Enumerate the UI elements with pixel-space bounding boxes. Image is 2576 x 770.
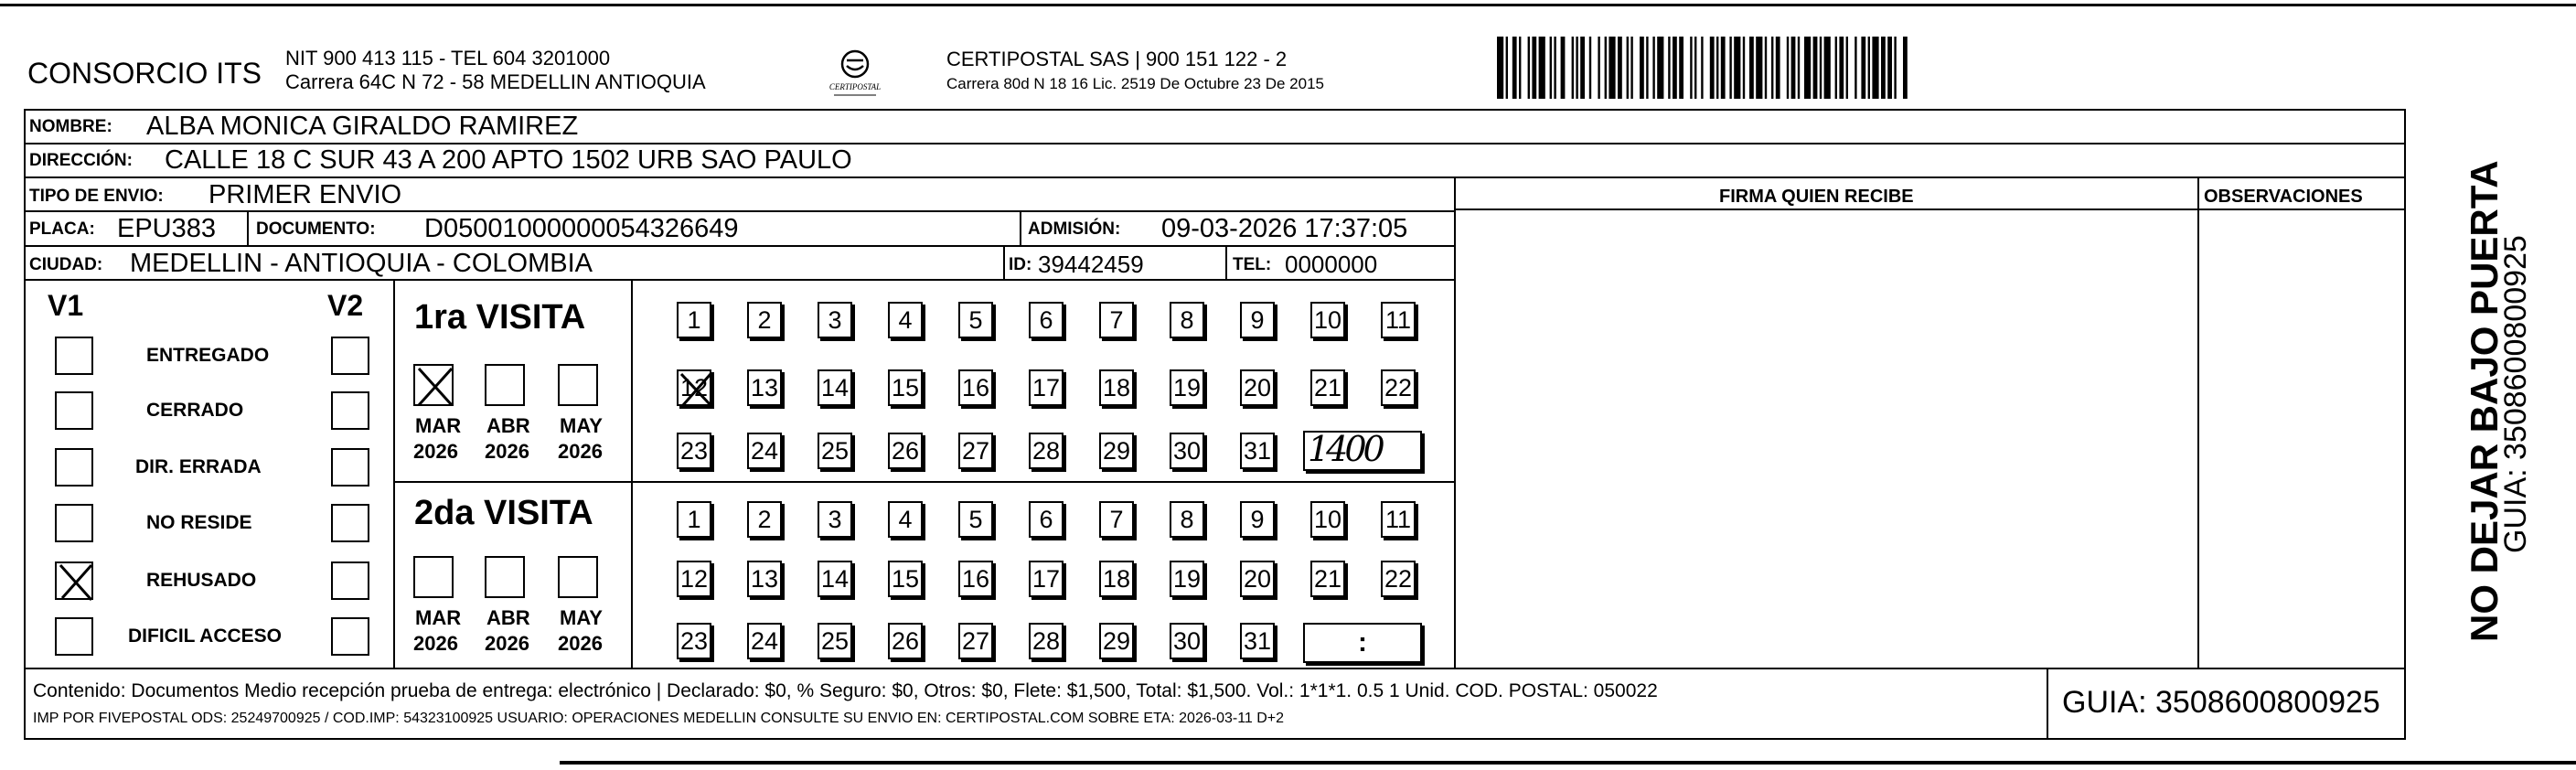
visit2-month-label: MAR bbox=[415, 606, 462, 629]
barcode-bar bbox=[1701, 37, 1703, 99]
name-label: NOMBRE: bbox=[29, 117, 112, 136]
city-label: CIUDAD: bbox=[29, 255, 103, 274]
observations-header: OBSERVACIONES bbox=[2204, 187, 2363, 207]
barcode-bar bbox=[1532, 37, 1536, 99]
barcode-bar bbox=[1646, 37, 1648, 99]
barcode-bar bbox=[1820, 37, 1822, 99]
barcode-bar bbox=[1743, 37, 1745, 99]
barcode-bar bbox=[1771, 37, 1773, 99]
barcode-bar bbox=[1894, 37, 1896, 99]
visit2-day-22[interactable] bbox=[1381, 561, 1416, 597]
barcode-bar bbox=[1804, 37, 1811, 99]
barcode-bar bbox=[1673, 37, 1677, 99]
company-line2: Carrera 64C N 72 - 58 MEDELLIN ANTIOQUIA bbox=[285, 70, 706, 93]
day-number: 8 bbox=[1180, 505, 1194, 533]
day-number: 24 bbox=[750, 436, 779, 465]
day-number: 28 bbox=[1031, 436, 1061, 465]
barcode-bar bbox=[1835, 37, 1837, 99]
visit1-month-checkbox[interactable] bbox=[413, 364, 454, 406]
barcode-bar bbox=[1861, 37, 1865, 99]
visit1-day-5[interactable] bbox=[958, 302, 993, 338]
barcode-bar bbox=[1729, 37, 1731, 99]
status-v1-checkbox[interactable] bbox=[55, 504, 93, 542]
visit1-year-label: 2026 bbox=[558, 440, 603, 463]
footer-line2: IMP POR FIVEPOSTAL ODS: 25249700925 / COD.IMP: 54323100925 USUARIO: OPERACIONES MEDELLIN CONSULTE SU ENVIO EN: CERTIPOSTAL.COM SOBRE ETA: 2026-03-11 D+2 bbox=[33, 711, 1285, 726]
visit1-month-label: MAR bbox=[415, 414, 462, 437]
barcode-bar bbox=[1721, 37, 1726, 99]
day-number: 15 bbox=[891, 564, 920, 593]
visit2-day-24[interactable] bbox=[747, 623, 782, 659]
barcode-bar bbox=[1609, 37, 1615, 99]
barcode-bar bbox=[1846, 37, 1848, 99]
barcode-bar bbox=[1749, 37, 1754, 99]
day-number: 3 bbox=[828, 505, 842, 533]
day-number: 29 bbox=[1102, 626, 1131, 655]
visit1-day-19[interactable] bbox=[1170, 369, 1204, 406]
day-number: 4 bbox=[898, 505, 913, 533]
visit2-month-label: ABR bbox=[486, 606, 530, 629]
status-v1-checkbox[interactable] bbox=[55, 561, 93, 600]
day-number: 25 bbox=[820, 626, 850, 655]
barcode-bar bbox=[1872, 37, 1878, 99]
barcode-bar bbox=[1903, 37, 1908, 99]
status-label: DIFICIL ACCESO bbox=[128, 626, 283, 647]
tel-label: TEL: bbox=[1233, 255, 1272, 274]
visit2-day-8[interactable] bbox=[1170, 501, 1204, 538]
tel-value: 0000000 bbox=[1285, 251, 1378, 278]
barcode-bar bbox=[1776, 37, 1780, 99]
barcode-bar bbox=[1765, 37, 1767, 99]
barcode-bar bbox=[1855, 37, 1856, 99]
visit2-year-label: 2026 bbox=[558, 632, 603, 655]
visit1-month-checkbox[interactable] bbox=[558, 364, 598, 406]
barcode-bar bbox=[1561, 37, 1566, 99]
visit2-day-30[interactable] bbox=[1170, 623, 1204, 659]
top-rule bbox=[0, 4, 2576, 6]
address-label: DIRECCIÓN: bbox=[29, 151, 133, 170]
visit1-day-20[interactable] bbox=[1240, 369, 1275, 406]
side-warning: NO DEJAR BAJO PUERTA bbox=[2463, 160, 2506, 642]
day-number: 27 bbox=[961, 626, 990, 655]
company-name: CONSORCIO ITS bbox=[27, 57, 262, 90]
visit2-day-13[interactable] bbox=[747, 561, 782, 597]
footer-guide: GUIA: 3508600800925 bbox=[2062, 685, 2380, 720]
day-number: 22 bbox=[1384, 564, 1413, 593]
id-value: 39442459 bbox=[1038, 251, 1144, 278]
recipient-name: ALBA MONICA GIRALDO RAMIREZ bbox=[146, 112, 579, 141]
day-number: 1 bbox=[687, 505, 701, 533]
plate-value: EPU383 bbox=[117, 214, 217, 243]
visit1-day-31[interactable] bbox=[1240, 433, 1275, 469]
visit1-day-28[interactable] bbox=[1029, 433, 1064, 469]
barcode-bar bbox=[1506, 37, 1508, 99]
day-number: 23 bbox=[679, 626, 709, 655]
day-number: 18 bbox=[1102, 373, 1131, 401]
day-number: 27 bbox=[961, 436, 990, 465]
visit1-day-15[interactable] bbox=[888, 369, 923, 406]
status-label: CERRADO bbox=[146, 400, 244, 421]
visit1-day-12[interactable] bbox=[677, 369, 711, 406]
day-number: 8 bbox=[1180, 305, 1194, 334]
barcode-bar bbox=[1881, 37, 1886, 99]
barcode-bar bbox=[1690, 37, 1692, 99]
visit1-day-10[interactable] bbox=[1310, 302, 1345, 338]
visit2-time-box: : bbox=[1303, 623, 1422, 663]
visit2-day-29[interactable] bbox=[1099, 623, 1134, 659]
visit2-day-12[interactable] bbox=[677, 561, 711, 597]
visit1-time-handwritten: 1400 bbox=[1308, 429, 1382, 469]
day-number: 17 bbox=[1031, 564, 1061, 593]
day-number: 30 bbox=[1172, 626, 1202, 655]
barcode-bar bbox=[1652, 37, 1654, 99]
signature-header: FIRMA QUIEN RECIBE bbox=[1719, 187, 1914, 207]
logo-wordmark: CERTIPOSTAL bbox=[828, 82, 882, 91]
day-number: 9 bbox=[1250, 305, 1265, 334]
visit1-year-label: 2026 bbox=[413, 440, 458, 463]
visit1-day-4[interactable] bbox=[888, 302, 923, 338]
recipient-address: CALLE 18 C SUR 43 A 200 APTO 1502 URB SAO PAULO bbox=[165, 145, 852, 175]
day-number: 12 bbox=[679, 564, 709, 593]
barcode-bar bbox=[1839, 37, 1844, 99]
status-label: ENTREGADO bbox=[146, 345, 270, 366]
visit2-title: 2da VISITA bbox=[414, 494, 593, 532]
visit2-day-16[interactable] bbox=[958, 561, 993, 597]
company-line1: NIT 900 413 115 - TEL 604 3201000 bbox=[285, 47, 611, 70]
visit1-day-8[interactable] bbox=[1170, 302, 1204, 338]
barcode-bar bbox=[1572, 37, 1574, 99]
v2-label: V2 bbox=[327, 289, 364, 322]
barcode-bar bbox=[1791, 37, 1796, 99]
status-label: DIR. ERRADA bbox=[135, 456, 262, 477]
side-guide: GUIA: 3508600800925 bbox=[2498, 235, 2533, 553]
day-number: 26 bbox=[891, 436, 920, 465]
barcode-bar bbox=[1868, 37, 1870, 99]
day-number: 6 bbox=[1039, 305, 1053, 334]
day-number: 10 bbox=[1313, 505, 1342, 533]
visit1-day-11[interactable] bbox=[1381, 302, 1416, 338]
visit1-day-16[interactable] bbox=[958, 369, 993, 406]
barcode-bar bbox=[1813, 37, 1818, 99]
courier-line2: Carrera 80d N 18 16 Lic. 2519 De Octubre 23 De 2015 bbox=[946, 75, 1324, 92]
status-v2-checkbox[interactable] bbox=[331, 617, 369, 656]
barcode-bar bbox=[1618, 37, 1622, 99]
admission-value: 09-03-2026 17:37:05 bbox=[1161, 214, 1408, 243]
barcode-bar bbox=[1550, 37, 1552, 99]
barcode-bar bbox=[1554, 37, 1555, 99]
signature-area bbox=[1457, 210, 2196, 666]
day-number: 14 bbox=[820, 373, 850, 401]
plate-label: PLACA: bbox=[29, 219, 95, 239]
day-number: 26 bbox=[891, 626, 920, 655]
day-number: 18 bbox=[1102, 564, 1131, 593]
visit2-day-11[interactable] bbox=[1381, 501, 1416, 538]
visit2-month-checkbox[interactable] bbox=[485, 556, 525, 598]
status-v1-checkbox[interactable] bbox=[55, 391, 93, 430]
barcode-bar bbox=[1824, 37, 1831, 99]
barcode bbox=[1495, 37, 2053, 99]
day-number: 11 bbox=[1384, 505, 1412, 533]
day-number: 31 bbox=[1243, 626, 1272, 655]
visit2-day-17[interactable] bbox=[1029, 561, 1064, 597]
visit1-day-6[interactable] bbox=[1029, 302, 1064, 338]
visit2-day-27[interactable] bbox=[958, 623, 993, 659]
visit1-day-23[interactable] bbox=[677, 433, 711, 469]
visit1-day-24[interactable] bbox=[747, 433, 782, 469]
barcode-bar bbox=[1630, 37, 1632, 99]
day-number: 16 bbox=[961, 373, 990, 401]
admission-label: ADMISIÓN: bbox=[1028, 219, 1121, 239]
day-number: 21 bbox=[1313, 373, 1342, 401]
barcode-bar bbox=[1528, 37, 1530, 99]
status-v1-checkbox[interactable] bbox=[55, 617, 93, 656]
visit1-month-label: MAY bbox=[560, 414, 603, 437]
barcode-bar bbox=[1589, 37, 1591, 99]
visit2-day-26[interactable] bbox=[888, 623, 923, 659]
status-v1-checkbox[interactable] bbox=[55, 448, 93, 487]
day-number: 25 bbox=[820, 436, 850, 465]
barcode-bar bbox=[1716, 37, 1718, 99]
barcode-bar bbox=[1576, 37, 1577, 99]
visit2-day-25[interactable] bbox=[818, 623, 852, 659]
city-value: MEDELLIN - ANTIOQUIA - COLOMBIA bbox=[130, 249, 593, 278]
status-v2-checkbox[interactable] bbox=[331, 448, 369, 487]
visit1-title: 1ra VISITA bbox=[414, 298, 586, 337]
visit1-day-9[interactable] bbox=[1240, 302, 1275, 338]
day-number: 19 bbox=[1172, 564, 1202, 593]
visit2-day-19[interactable] bbox=[1170, 561, 1204, 597]
visit1-day-13[interactable] bbox=[747, 369, 782, 406]
visit2-month-checkbox[interactable] bbox=[558, 556, 598, 598]
day-number: 1 bbox=[687, 305, 701, 334]
status-v2-checkbox[interactable] bbox=[331, 337, 369, 375]
visit2-day-4[interactable] bbox=[888, 501, 923, 538]
visit2-day-2[interactable] bbox=[747, 501, 782, 538]
day-number: 13 bbox=[750, 564, 779, 593]
day-number: 6 bbox=[1039, 505, 1053, 533]
courier-line1: CERTIPOSTAL SAS | 900 151 122 - 2 bbox=[946, 48, 1288, 70]
id-label: ID: bbox=[1009, 255, 1032, 274]
visit2-day-9[interactable] bbox=[1240, 501, 1275, 538]
visit1-day-7[interactable] bbox=[1099, 302, 1134, 338]
observations-area bbox=[2200, 210, 2403, 666]
day-number: 7 bbox=[1109, 305, 1124, 334]
visit2-day-5[interactable] bbox=[958, 501, 993, 538]
barcode-bar bbox=[1519, 37, 1521, 99]
barcode-bar bbox=[1734, 37, 1740, 99]
visit1-day-22[interactable] bbox=[1381, 369, 1416, 406]
visit2-year-label: 2026 bbox=[413, 632, 458, 655]
day-number: 23 bbox=[679, 436, 709, 465]
barcode-bar bbox=[1887, 37, 1892, 99]
day-number: 14 bbox=[820, 564, 850, 593]
status-v1-checkbox[interactable] bbox=[55, 337, 93, 375]
visit2-year-label: 2026 bbox=[485, 632, 529, 655]
visit2-day-10[interactable] bbox=[1310, 501, 1345, 538]
barcode-bar bbox=[1640, 37, 1644, 99]
day-number: 11 bbox=[1384, 305, 1412, 334]
barcode-bar bbox=[1539, 37, 1545, 99]
day-number: 9 bbox=[1250, 505, 1265, 533]
barcode-bar bbox=[1787, 37, 1789, 99]
visit1-day-21[interactable] bbox=[1310, 369, 1345, 406]
barcode-bar bbox=[1710, 37, 1715, 99]
day-number: 20 bbox=[1243, 373, 1272, 401]
day-number: 5 bbox=[968, 505, 983, 533]
barcode-bar bbox=[1627, 37, 1629, 99]
day-number: 20 bbox=[1243, 564, 1272, 593]
visit1-day-27[interactable] bbox=[958, 433, 993, 469]
status-v2-checkbox[interactable] bbox=[331, 504, 369, 542]
day-number: 10 bbox=[1313, 305, 1342, 334]
visit2-day-31[interactable] bbox=[1240, 623, 1275, 659]
visit2-month-label: MAY bbox=[560, 606, 603, 629]
day-number: 4 bbox=[898, 305, 913, 334]
document-label: DOCUMENTO: bbox=[256, 219, 376, 239]
day-number: 30 bbox=[1172, 436, 1202, 465]
visit2-day-18[interactable] bbox=[1099, 561, 1134, 597]
visit1-year-label: 2026 bbox=[485, 440, 529, 463]
visit2-day-14[interactable] bbox=[818, 561, 852, 597]
day-number: 16 bbox=[961, 564, 990, 593]
visit1-day-1[interactable] bbox=[677, 302, 711, 338]
day-number: 7 bbox=[1109, 505, 1124, 533]
visit2-day-28[interactable] bbox=[1029, 623, 1064, 659]
visit2-day-3[interactable] bbox=[818, 501, 852, 538]
visit1-month-label: ABR bbox=[486, 414, 530, 437]
visit1-day-2[interactable] bbox=[747, 302, 782, 338]
barcode-bar bbox=[1512, 37, 1517, 99]
visit2-month-checkbox[interactable] bbox=[413, 556, 454, 598]
day-cross-mark bbox=[679, 371, 713, 408]
visit2-day-20[interactable] bbox=[1240, 561, 1275, 597]
day-number: 12 bbox=[679, 373, 709, 401]
day-number: 5 bbox=[968, 305, 983, 334]
visit1-day-29[interactable] bbox=[1099, 433, 1134, 469]
day-number: 17 bbox=[1031, 373, 1061, 401]
visit1-day-3[interactable] bbox=[818, 302, 852, 338]
day-number: 3 bbox=[828, 305, 842, 334]
barcode-bar bbox=[1580, 37, 1585, 99]
day-number: 28 bbox=[1031, 626, 1061, 655]
certipostal-logo bbox=[823, 46, 887, 101]
v1-label: V1 bbox=[48, 289, 84, 322]
barcode-bar bbox=[1657, 37, 1663, 99]
visit1-day-30[interactable] bbox=[1170, 433, 1204, 469]
footer-line1: Contenido: Documentos Medio recepción prueba de entrega: electrónico | Declarado: $0, % Seguro: $0, Otros: $0, Flete: $1,500, Total: $1,500. Vol.: 1*1*1. 0.5 1 Unid. COD. POSTAL: 050022 bbox=[33, 680, 1658, 701]
day-number: 31 bbox=[1243, 436, 1272, 465]
visit1-month-checkbox[interactable] bbox=[485, 364, 525, 406]
shipping-type: PRIMER ENVIO bbox=[208, 180, 402, 209]
day-number: 21 bbox=[1313, 564, 1342, 593]
shipping-type-label: TIPO DE ENVIO: bbox=[29, 187, 164, 206]
visit1-day-18[interactable] bbox=[1099, 369, 1134, 406]
barcode-bar bbox=[1679, 37, 1683, 99]
barcode-bar bbox=[1605, 37, 1607, 99]
day-number: 2 bbox=[757, 505, 772, 533]
visit2-day-1[interactable] bbox=[677, 501, 711, 538]
day-number: 29 bbox=[1102, 436, 1131, 465]
barcode-bar bbox=[1598, 37, 1599, 99]
status-v2-checkbox[interactable] bbox=[331, 391, 369, 430]
document-value: D05001000000054326649 bbox=[424, 214, 739, 243]
barcode-bar bbox=[1694, 37, 1696, 99]
visit1-day-26[interactable] bbox=[888, 433, 923, 469]
barcode-bar bbox=[1668, 37, 1670, 99]
barcode-bar bbox=[1798, 37, 1800, 99]
visit1-day-14[interactable] bbox=[818, 369, 852, 406]
day-number: 24 bbox=[750, 626, 779, 655]
bottom-rule bbox=[560, 761, 2576, 765]
status-label: REHUSADO bbox=[146, 570, 257, 591]
visit1-day-25[interactable] bbox=[818, 433, 852, 469]
day-number: 22 bbox=[1384, 373, 1413, 401]
visit2-day-15[interactable] bbox=[888, 561, 923, 597]
visit2-day-21[interactable] bbox=[1310, 561, 1345, 597]
visit2-day-7[interactable] bbox=[1099, 501, 1134, 538]
status-v2-checkbox[interactable] bbox=[331, 561, 369, 600]
day-number: 19 bbox=[1172, 373, 1202, 401]
visit2-day-23[interactable] bbox=[677, 623, 711, 659]
status-label: NO RESIDE bbox=[146, 512, 252, 533]
visit1-day-17[interactable] bbox=[1029, 369, 1064, 406]
barcode-bar bbox=[1756, 37, 1762, 99]
day-number: 2 bbox=[757, 305, 772, 334]
day-number: 13 bbox=[750, 373, 779, 401]
barcode-bar bbox=[1497, 37, 1503, 99]
visit2-day-6[interactable] bbox=[1029, 501, 1064, 538]
day-number: 15 bbox=[891, 373, 920, 401]
